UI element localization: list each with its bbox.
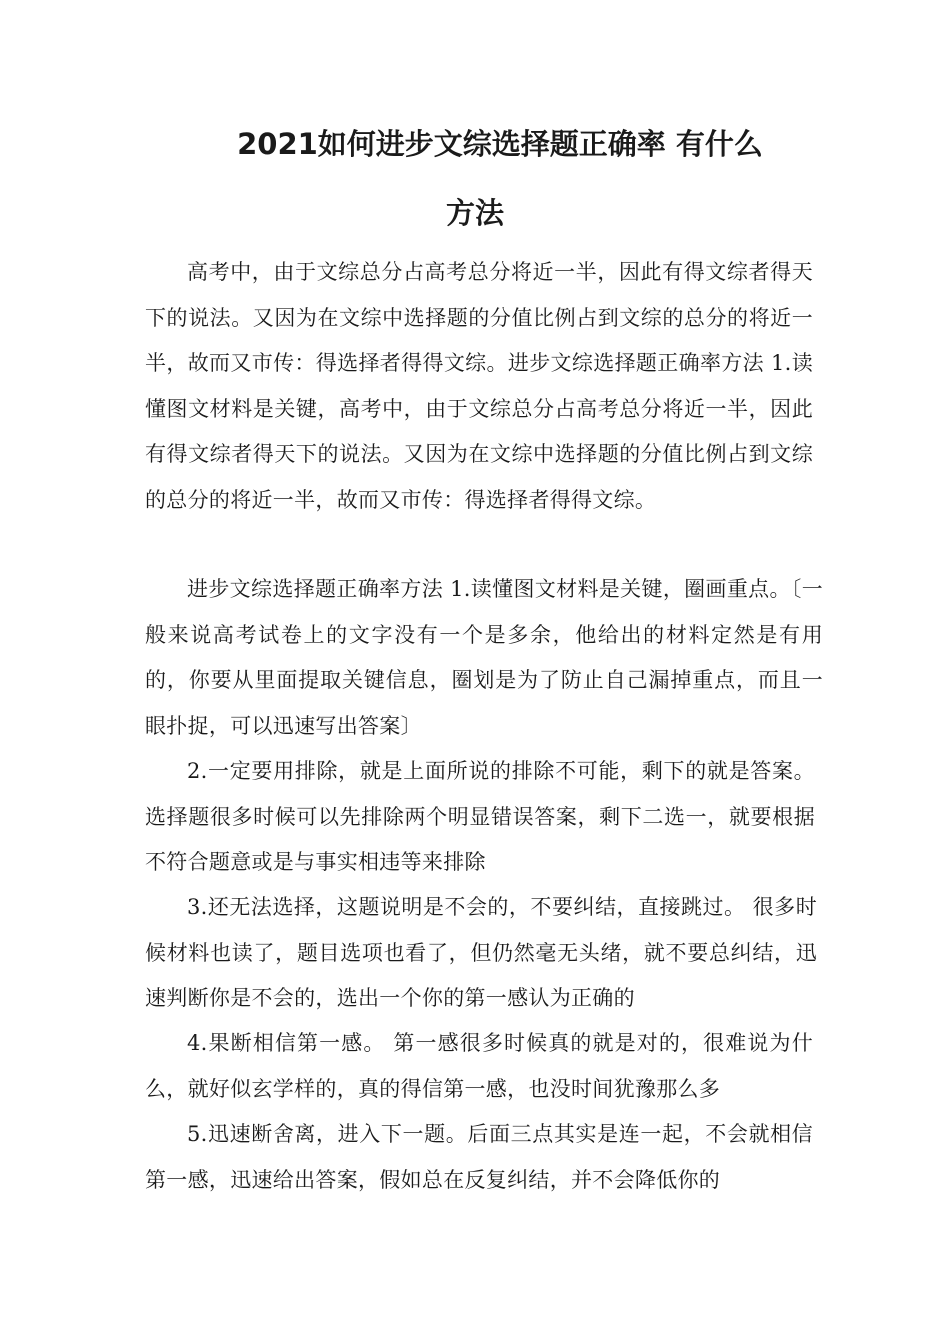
paragraph-intro: 高考中，由于文综总分占高考总分将近一半，因此有得文综者得天下的说法。又因为在文综中选择题的分值比例占到文综的总分的将近一半，故而又市传：得选择者得得文综。进步文综选择题正确率方法 1.读懂图文材料是关键，高考中，由于文综总分占高考总分将近一半，因此有得文综者得天下的说法。又因为在文综中选择题的分值比例占到文综的总分的将近一半，故而又市传：得选择者得得文综。: [145, 260, 813, 512]
paragraph-method-1: 进步文综选择题正确率方法 1.读懂图文材料是关键，圈画重点。〔一般来说高考试卷上的文字没有一个是多余，他给出的材料定然是有用的，你要从里面提取关键信息，圈划是为了防止自己漏掉重点，而且一眼扑捉，可以迅速写出答案〕: [145, 577, 823, 738]
paragraph-method-5: 5.迅速断舍离，进入下一题。后面三点其实是连一起，不会就相信第一感，迅速给出答案，假如总在反复纠结，并不会降低你的: [145, 1122, 813, 1192]
paragraph-method-3: 3.还无法选择，这题说明是不会的，不要纠结，直接跳过。 很多时候材料也读了，题目选项也看了，但仍然毫无头绪，就不要总纠结，迅速判断你是不会的，选出一个你的第一感认为正确的: [145, 895, 817, 1010]
document-title-line-2: 方法: [445, 196, 504, 230]
paragraph-method-4: 4.果断相信第一感。 第一感很多时候真的就是对的，很难说为什么，就好似玄学样的，真的得信第一感，也没时间犹豫那么多: [145, 1031, 813, 1101]
document-title-line-1: 2021如何进步文综选择题正确率 有什么: [237, 127, 763, 161]
paragraph-method-2: 2.一定要用排除，就是上面所说的排除不可能，剩下的就是答案。选择题很多时候可以先排除两个明显错误答案，剩下二选一，就要根据不符合题意或是与事实相违等来排除: [145, 759, 815, 874]
